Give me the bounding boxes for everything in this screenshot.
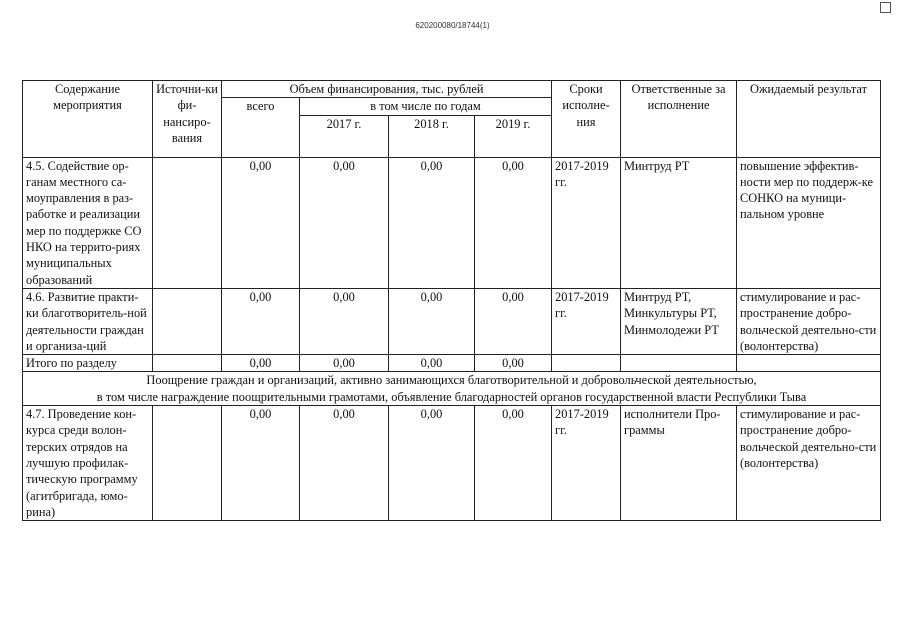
corner-mark xyxy=(880,2,891,13)
header-result: Ожидаемый результат xyxy=(737,81,881,158)
cell-result: повышение эффектив-ности мер по поддерж-ке СОНКО на муници-пальном уровне xyxy=(737,157,881,288)
cell-total: 0,00 xyxy=(222,157,300,288)
cell-2018: 0,00 xyxy=(389,406,475,521)
cell-source xyxy=(153,288,222,354)
cell-result: стимулирование и рас-пространение добро-вольческой деятельно-сти (волонтерства) xyxy=(737,406,881,521)
header-row-1 xyxy=(23,81,881,98)
cell-source xyxy=(153,406,222,521)
cell-terms: 2017-2019 гг. xyxy=(552,288,621,354)
section-heading-row xyxy=(23,372,881,406)
table-row xyxy=(23,406,881,521)
subtotal-responsible xyxy=(621,355,737,372)
subtotal-total: 0,00 xyxy=(222,355,300,372)
subtotal-2018: 0,00 xyxy=(389,355,475,372)
header-content: Содержание мероприятия xyxy=(23,81,153,158)
cell-2018: 0,00 xyxy=(389,157,475,288)
cell-total: 0,00 xyxy=(222,406,300,521)
cell-responsible: Минтруд РТ, Минкультуры РТ, Минмолодежи РТ xyxy=(621,288,737,354)
header-year-2018: 2018 г. xyxy=(389,115,475,157)
subtotal-terms xyxy=(552,355,621,372)
cell-source xyxy=(153,157,222,288)
cell-result: стимулирование и рас-пространение добро-вольческой деятельно-сти (волонтерства) xyxy=(737,288,881,354)
section-heading-line-1: Поощрение граждан и организаций, активно занимающихся благотворительной и добровольческой деятельностью, xyxy=(146,373,757,388)
cell-terms: 2017-2019 гг. xyxy=(552,157,621,288)
cell-responsible: Минтруд РТ xyxy=(621,157,737,288)
cell-2019: 0,00 xyxy=(475,288,552,354)
subtotal-result xyxy=(737,355,881,372)
header-total: всего xyxy=(222,98,300,157)
cell-2017: 0,00 xyxy=(300,288,389,354)
cell-2019: 0,00 xyxy=(475,406,552,521)
cell-responsible: исполнители Про-граммы xyxy=(621,406,737,521)
header-year-2017: 2017 г. xyxy=(300,115,389,157)
subtotal-row xyxy=(23,355,881,372)
header-by-years: в том числе по годам xyxy=(300,98,552,115)
section-heading xyxy=(23,372,881,406)
subtotal-label: Итого по разделу xyxy=(23,355,153,372)
header-sources: Источни-ки фи-нансиро-вания xyxy=(153,81,222,158)
cell-content: 4.5. Содействие ор-ганам местного са-моуправления в раз-работке и реализации мер по поддержке СО НКО на террито-риях муниципальных образований xyxy=(23,157,153,288)
table-row xyxy=(23,288,881,354)
cell-2017: 0,00 xyxy=(300,406,389,521)
financing-table xyxy=(22,80,881,521)
header-responsible: Ответственные за исполнение xyxy=(621,81,737,158)
subtotal-2019: 0,00 xyxy=(475,355,552,372)
cell-2017: 0,00 xyxy=(300,157,389,288)
cell-content: 4.6. Развитие практи-ки благотворитель-ной деятельности граждан и организа-ций xyxy=(23,288,153,354)
cell-content: 4.7. Проведение кон-курса среди волон-терских отрядов на лучшую профилак-тическую программу (агитбригада, юмо-рина) xyxy=(23,406,153,521)
subtotal-source xyxy=(153,355,222,372)
document-id: 620200080/18744(1) xyxy=(415,21,490,30)
cell-2019: 0,00 xyxy=(475,157,552,288)
header-volume: Объем финансирования, тыс. рублей xyxy=(222,81,552,98)
header-terms: Сроки исполне-ния xyxy=(552,81,621,158)
subtotal-2017: 0,00 xyxy=(300,355,389,372)
cell-terms: 2017-2019 гг. xyxy=(552,406,621,521)
section-heading-line-2: в том числе награждение поощрительными грамотами, объявление благодарностей органов государственной власти Республики Тыва xyxy=(96,389,807,404)
cell-total: 0,00 xyxy=(222,288,300,354)
table-row xyxy=(23,157,881,288)
cell-2018: 0,00 xyxy=(389,288,475,354)
header-year-2019: 2019 г. xyxy=(475,115,552,157)
